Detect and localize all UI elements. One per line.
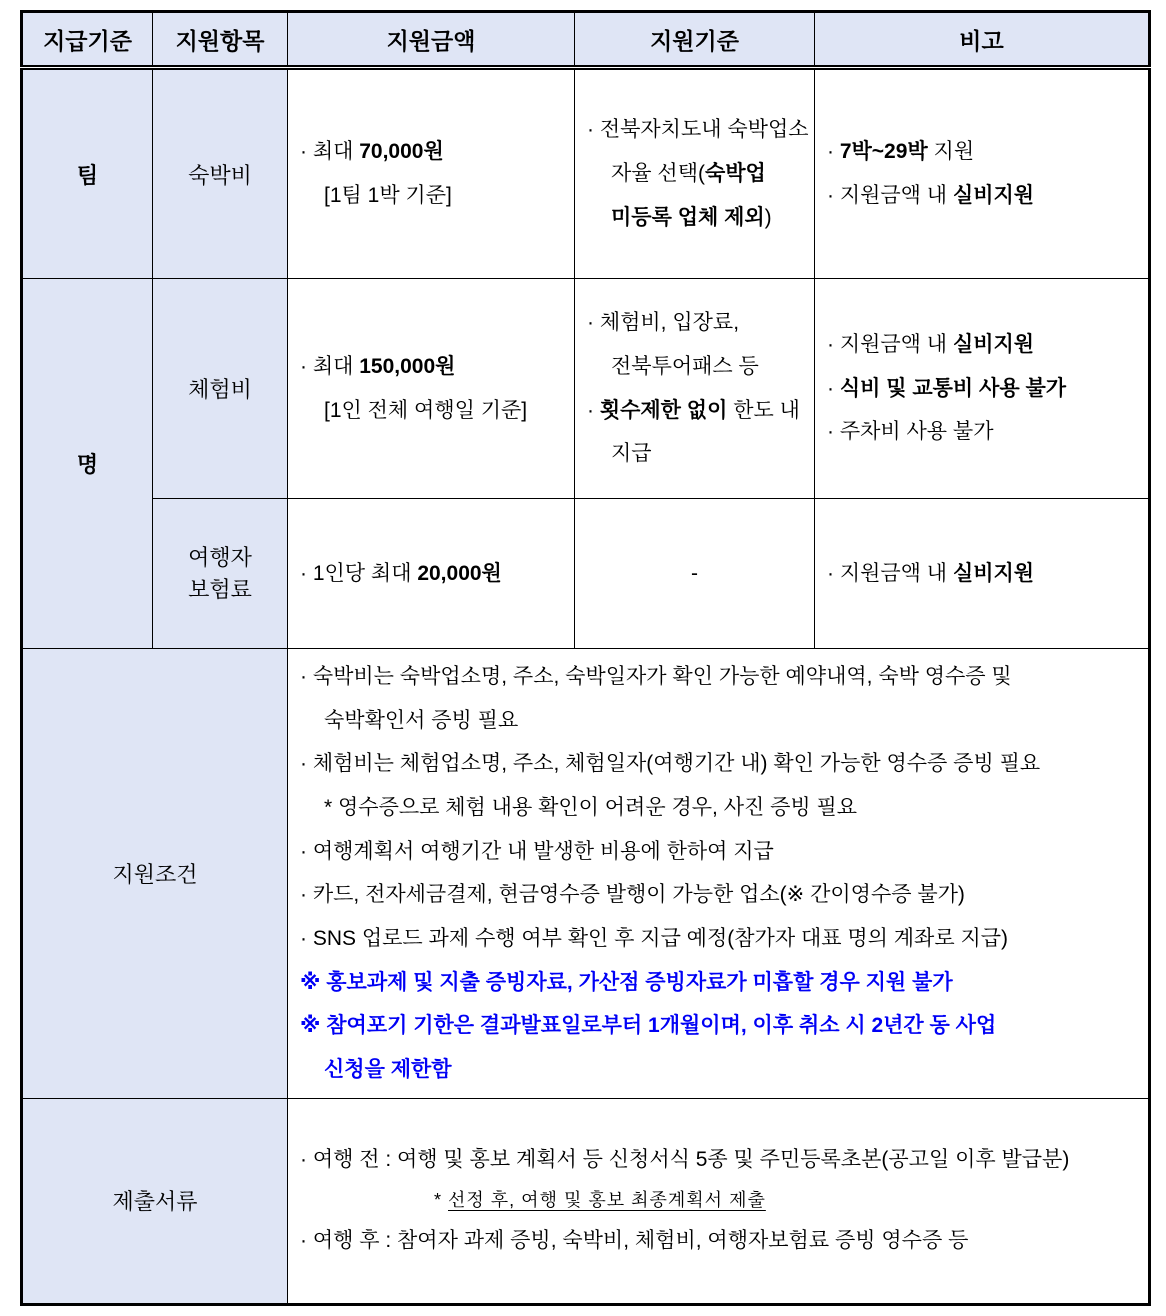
cell-experience-criteria: · 체험비, 입장료, 전북투어패스 등 · 횟수제한 없이 한도 내 지급 — [575, 279, 815, 499]
document-page — [0, 10, 1166, 1316]
basis-team-label: 팀 — [76, 162, 99, 188]
cell-item-insurance: 여행자 보험료 — [153, 499, 288, 649]
cell-lodging-criteria: · 전북자치도내 숙박업소 자율 선택(숙박업 미등록 업체 제외) — [575, 68, 815, 279]
cell-basis-person — [22, 279, 153, 649]
cell-required-documents-label — [22, 1098, 288, 1304]
cell-lodging-remarks: · 7박~29박 지원 · 지원금액 내 실비지원 — [815, 68, 1150, 279]
cell-required-documents-content: · 여행 전 : 여행 및 홍보 계획서 등 신청서식 5종 및 주민등록초본(공고일 이후 발급분) * 선정 후, 여행 및 홍보 최종계획서 제출 · 여행 후 : 참여자 과제 증빙, 숙박비, 체험비, 여행자보험료 증빙 영수증 등 — [288, 1098, 1150, 1304]
row-required-documents — [22, 1098, 1150, 1304]
cell-experience-amount: · 최대 150,000원 [1인 전체 여행일 기준] — [288, 279, 575, 499]
cell-support-conditions-label — [22, 649, 288, 1099]
cell-basis-team — [22, 68, 153, 279]
cell-insurance-amount: · 1인당 최대 20,000원 — [288, 499, 575, 649]
support-criteria-table — [20, 10, 1151, 1306]
cell-support-conditions-content: · 숙박비는 숙박업소명, 주소, 숙박일자가 확인 가능한 예약내역, 숙박 영수증 및 숙박확인서 증빙 필요 · 체험비는 체험업소명, 주소, 체험일자(여행기간 내) 확인 가능한 영수증 증빙 필요 * 영수증으로 체험 내용 확인이 어려운 경우, 사진 증빙 필요 · 여행계획서 여행기간 내 발생한 비용에 한하여 지급 · 카드, 전자세금결제, 현금영수증 발행이 가능한 업소(※ 간이영수증 불가) · SNS 업로드 과제 수행 여부 확인 후 지급 예정(참가자 대표 명의 계좌로 지급) ※ 홍보과제 및 지출 증빙자료, 가산점 증빙자료가 미흡할 경우 지원 불가 ※ 참여포기 기한은 결과발표일로부터 1개월이며, 이후 취소 시 2년간 동 사업 신청을 제한함 — [288, 649, 1150, 1099]
header-remarks: 비고 — [815, 12, 1150, 68]
row-insurance — [22, 499, 1150, 649]
cell-lodging-amount: · 최대 70,000원 [1팀 1박 기준] — [288, 68, 575, 279]
header-payment-basis: 지급기준 — [22, 12, 153, 68]
item-experience-label: 체험비 — [188, 377, 252, 402]
support-conditions-label: 지원조건 — [112, 861, 198, 887]
header-support-item: 지원항목 — [153, 12, 288, 68]
item-lodging-label: 숙박비 — [188, 162, 252, 188]
required-documents-label: 제출서류 — [112, 1189, 198, 1215]
insurance-criteria-dash: - — [691, 561, 698, 585]
cell-insurance-remarks: · 지원금액 내 실비지원 — [815, 499, 1150, 649]
header-support-criteria: 지원기준 — [575, 12, 815, 68]
row-experience — [22, 279, 1150, 499]
basis-person-label: 명 — [76, 452, 99, 477]
row-lodging — [22, 68, 1150, 279]
header-support-amount: 지원금액 — [288, 12, 575, 68]
cell-insurance-criteria — [575, 499, 815, 649]
cell-experience-remarks: · 지원금액 내 실비지원 · 식비 및 교통비 사용 불가 · 주차비 사용 불가 — [815, 279, 1150, 499]
cell-item-experience — [153, 279, 288, 499]
row-support-conditions — [22, 649, 1150, 1099]
cell-item-lodging — [153, 68, 288, 279]
table-header-row — [22, 12, 1150, 68]
